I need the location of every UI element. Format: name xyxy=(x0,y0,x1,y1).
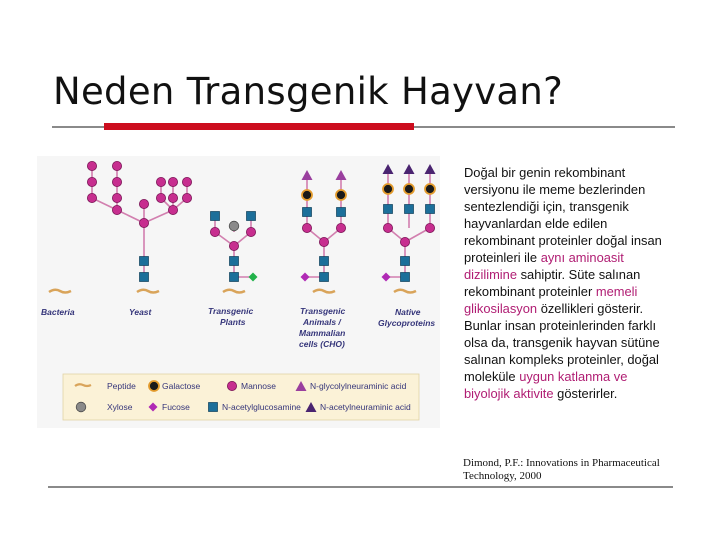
label-native-2: Glycoproteins xyxy=(378,318,436,328)
body-p2: sahiptir. Süte salınan rekombinant proteinler xyxy=(464,267,641,299)
body-p3: özellikleri gösterir. Bunlar insan proteinlerinden farklı olsa da, transgenik hayvan sütüne salınan kompleks proteinler, doğal moleküle xyxy=(464,301,660,384)
legend-fucose: Fucose xyxy=(162,402,190,412)
label-animals-1: Transgenic xyxy=(300,306,346,316)
body-highlight-3: uygun katlanma ve biyolojik aktivite xyxy=(464,369,628,401)
legend-nag: N-acetylglucosamine xyxy=(222,402,301,412)
legend-galactose-icon xyxy=(149,381,159,391)
legend-xylose: Xylose xyxy=(107,402,133,412)
label-native-1: Native xyxy=(395,307,421,317)
legend-ngc: N-glycolylneuraminic acid xyxy=(310,381,407,391)
glycosylation-figure xyxy=(37,156,440,428)
citation: Dimond, P.F.: Innovations in Pharmaceutical Technology, 2000 xyxy=(463,457,660,482)
legend-peptide: Peptide xyxy=(107,381,136,391)
title-accent-bar xyxy=(104,123,414,130)
body-highlight-2: memeli glikosilasyon xyxy=(464,284,638,316)
body-text xyxy=(464,164,676,402)
legend xyxy=(63,374,419,420)
legend-galactose: Galactose xyxy=(162,381,201,391)
label-plants-1: Transgenic xyxy=(208,306,254,316)
legend-xylose-icon xyxy=(76,402,86,412)
label-animals-2: Animals / xyxy=(303,317,341,327)
legend-nag-icon xyxy=(209,403,218,412)
label-animals-3: Mammalian xyxy=(299,328,346,338)
label-animals-4: cells (CHO) xyxy=(299,339,345,349)
body-p1: Doğal bir genin rekombinant versiyonu ile meme bezlerinden sentezlendiği için, transgenik hayvanlardan elde edilen rekombinant proteinler doğal insan proteinleri ile xyxy=(464,165,662,265)
glycosylation-diagram xyxy=(37,156,440,428)
legend-mannose: Mannose xyxy=(241,381,276,391)
body-p4: gösterirler. xyxy=(557,386,618,401)
legend-nan: N-acetylneuraminic acid xyxy=(320,402,411,412)
label-plants-2: Plants xyxy=(220,317,246,327)
body-highlight-1: aynı aminoasit dizilimine xyxy=(464,250,624,282)
label-bacteria: Bacteria xyxy=(41,307,75,317)
label-yeast: Yeast xyxy=(129,307,152,317)
legend-mannose-icon xyxy=(227,381,236,390)
footer-divider-line xyxy=(48,486,673,488)
slide-title: Neden Transgenik Hayvan? xyxy=(53,70,564,113)
